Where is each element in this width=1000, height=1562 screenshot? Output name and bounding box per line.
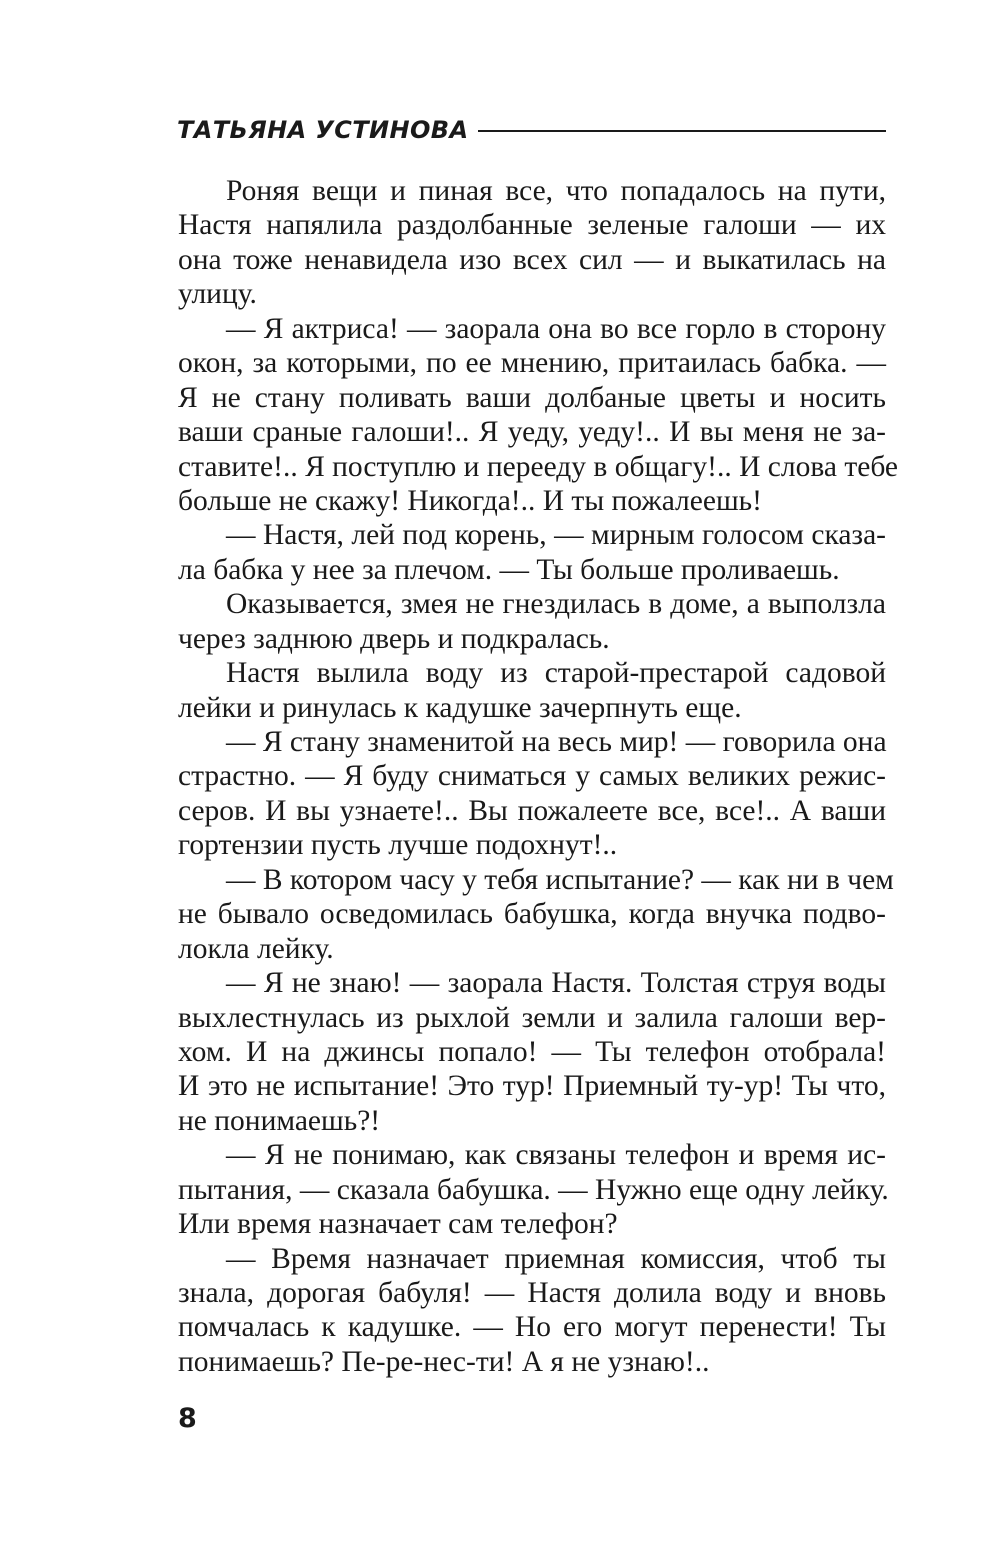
paragraph xyxy=(178,725,886,863)
text-line: локла лейку. xyxy=(178,932,334,965)
text-line: Роняя вещи и пиная все, что попадалось на пути, xyxy=(226,175,886,207)
text-line: ла бабка у нее за плечом. — Ты больше проливаешь. xyxy=(178,553,840,586)
text-line: помчалась к кадушке. — Но его могут перенести! Ты xyxy=(178,1311,886,1344)
text-line: лейки и ринулась к кадушке зачерпнуть еще. xyxy=(178,691,742,724)
text-line: окон, за которыми, по ее мнению, притаилась бабка. — xyxy=(178,347,886,380)
body-text xyxy=(178,174,899,1379)
text-line: — Я актриса! — заорала она во все горло в сторону xyxy=(226,312,886,345)
text-line: — Настя, лей под корень, — мирным голосом сказа- xyxy=(226,519,886,552)
text-line: ваши сраные галоши!.. Я уеду, уеду!.. И вы меня не за- xyxy=(178,416,886,449)
text-line: выхлестнулась из рыхлой земли и залила галоши вер- xyxy=(178,1001,886,1034)
text-line: не понимаешь?! xyxy=(178,1104,381,1137)
paragraph xyxy=(178,1138,889,1241)
text-line: хом. И на джинсы попало! — Ты телефон отобрала! xyxy=(178,1035,886,1068)
text-line: — Я не понимаю, как связаны телефон и время ис- xyxy=(226,1139,886,1172)
paragraph xyxy=(178,587,886,656)
text-line: Настя напялила раздолбанные зеленые галоши — их xyxy=(178,209,886,242)
paragraph xyxy=(178,863,894,966)
text-line: ставите!.. Я поступлю и перееду в общагу!.. И слова тебе xyxy=(178,450,899,483)
text-line: Или время назначает сам телефон? xyxy=(178,1208,618,1241)
text-line: она тоже ненавидела изо всех сил — и выкатилась на xyxy=(178,243,886,276)
text-line: улицу. xyxy=(178,278,257,311)
text-line: — Я не знаю! — заорала Настя. Толстая струя воды xyxy=(226,967,886,1000)
paragraph xyxy=(178,656,886,725)
paragraph xyxy=(178,518,886,587)
header-author-name: ТАТЬЯНА УСТИНОВА xyxy=(177,116,469,144)
text-line: — В котором часу у тебя испытание? — как ни в чем xyxy=(226,863,894,896)
text-line: не бывало осведомилась бабушка, когда внучка подво- xyxy=(178,898,886,931)
text-line: Я не стану поливать ваши долбаные цветы и носить xyxy=(178,381,886,414)
page-number: 8 xyxy=(178,1403,197,1434)
text-line: знала, дорогая бабуля! — Настя долила воду и вновь xyxy=(178,1277,886,1309)
text-line: пытания, — сказала бабушка. — Нужно еще одну лейку. xyxy=(178,1173,889,1206)
text-line: Оказывается, змея не гнездилась в доме, а выползла xyxy=(226,588,886,621)
paragraph xyxy=(178,174,886,312)
text-line: страстно. — Я буду сниматься у самых великих режис- xyxy=(178,760,886,793)
running-header xyxy=(177,104,886,144)
text-line: И это не испытание! Это тур! Приемный ту-ур! Ты что, xyxy=(178,1070,886,1103)
text-line: понимаешь? Пе-ре-нес-ти! А я не узнаю!.. xyxy=(178,1345,710,1378)
header-rule xyxy=(478,130,886,132)
text-line: — Время назначает приемная комиссия, чтоб ты xyxy=(226,1242,886,1275)
paragraph xyxy=(178,312,899,519)
text-line: — Я стану знаменитой на весь мир! — говорила она xyxy=(226,726,887,758)
text-line: больше не скажу! Никогда!.. И ты пожалеешь! xyxy=(178,484,762,517)
paragraph xyxy=(178,1242,886,1380)
text-line: серов. И вы узнаете!.. Вы пожалеете все, все!.. А ваши xyxy=(178,794,886,827)
paragraph xyxy=(178,966,886,1138)
text-line: Настя вылила воду из старой-престарой садовой xyxy=(226,657,886,690)
text-line: через заднюю дверь и подкралась. xyxy=(178,622,610,655)
text-line: гортензии пусть лучше подохнут!.. xyxy=(178,829,618,862)
